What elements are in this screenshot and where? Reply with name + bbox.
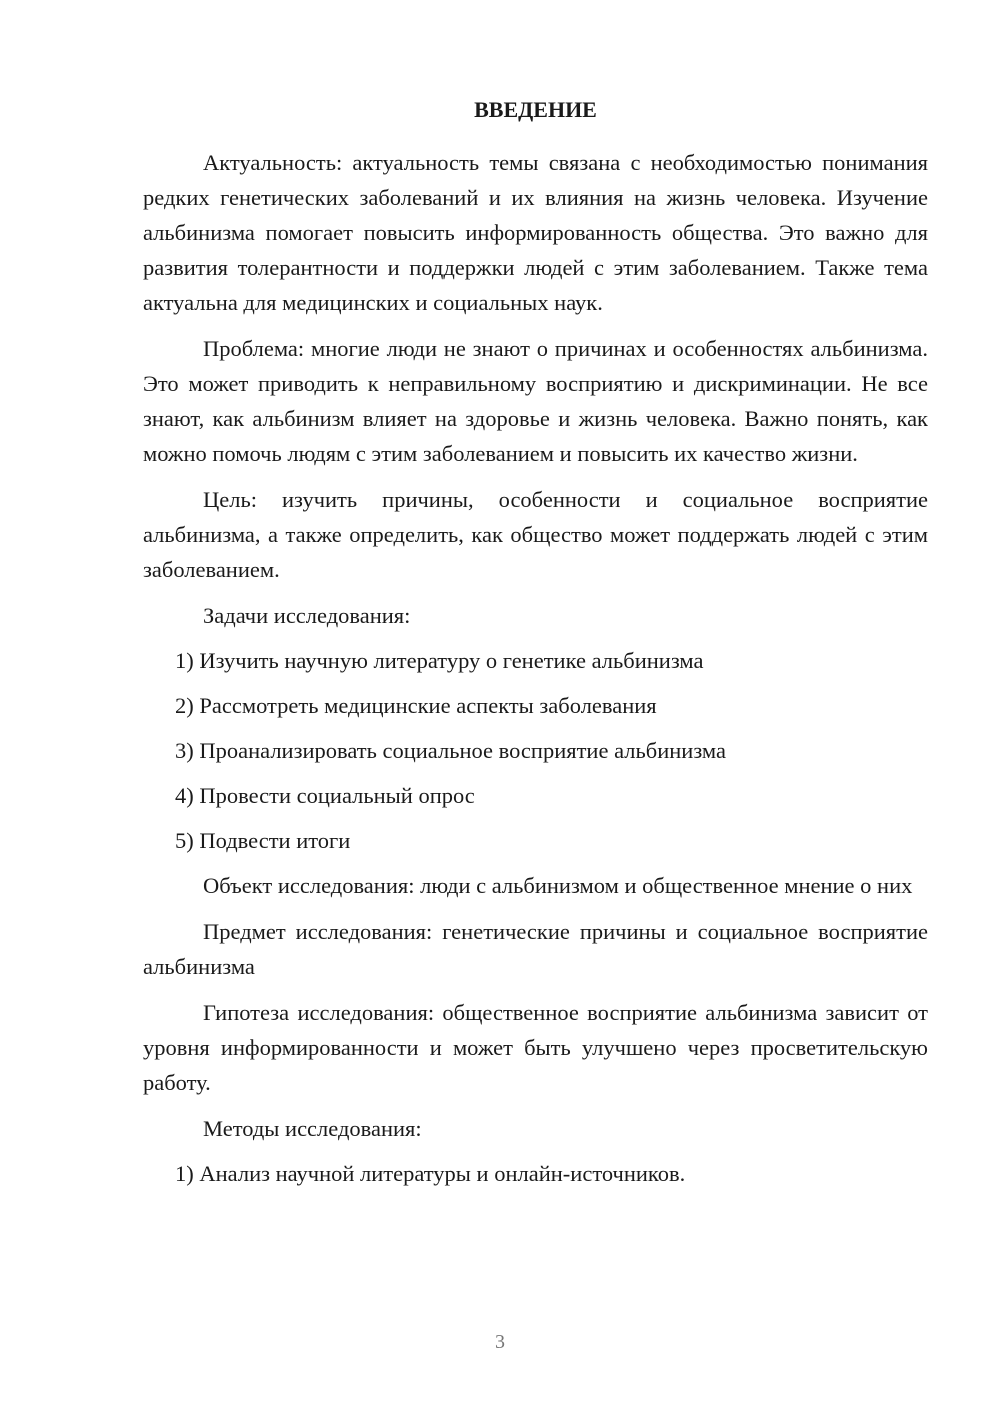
task-item: 4) Провести социальный опрос	[175, 783, 475, 808]
object-paragraph: Объект исследования: люди с альбинизмом и общественное мнение о них	[203, 873, 913, 898]
document-page	[143, 95, 928, 1201]
task-item: 2) Рассмотреть медицинские аспекты заболевания	[175, 693, 657, 718]
page-number: 3	[495, 1331, 505, 1353]
method-item: 1) Анализ научной литературы и онлайн-источников.	[175, 1161, 686, 1186]
tasks-heading: Задачи исследования:	[203, 603, 411, 628]
hypothesis-paragraph: Гипотеза исследования: общественное восприятие альбинизма зависит от уровня информированности и может быть улучшено через просветительскую работу.	[143, 1000, 928, 1095]
problem-paragraph: Проблема: многие люди не знают о причинах и особенностях альбинизма. Это может приводить к неправильному восприятию и дискриминации. Не все знают, как альбинизм влияет на здоровье и жизнь человека. Важно понять, как можно помочь людям с этим заболеванием и повысить их качество жизни.	[143, 336, 928, 466]
tasks-list	[143, 643, 928, 858]
goal-paragraph: Цель: изучить причины, особенности и социальное восприятие альбинизма, а также определить, как общество может поддержать людей с этим заболеванием.	[143, 487, 928, 582]
task-item: 5) Подвести итоги	[175, 828, 351, 853]
task-item: 3) Проанализировать социальное восприятие альбинизма	[175, 738, 726, 763]
subject-paragraph: Предмет исследования: генетические причины и социальное восприятие альбинизма	[143, 919, 928, 979]
task-item: 1) Изучить научную литературу о генетике альбинизма	[175, 648, 704, 673]
relevance-paragraph: Актуальность: актуальность темы связана с необходимостью понимания редких генетических заболеваний и их влияния на жизнь человека. Изучение альбинизма помогает повысить информированность общества. Это важно для развития толерантности и поддержки людей с этим заболеванием. Также тема актуальна для медицинских и социальных наук.	[143, 150, 928, 315]
methods-list	[143, 1156, 928, 1191]
methods-heading: Методы исследования:	[203, 1116, 422, 1141]
page-title: ВВЕДЕНИЕ	[474, 97, 597, 122]
